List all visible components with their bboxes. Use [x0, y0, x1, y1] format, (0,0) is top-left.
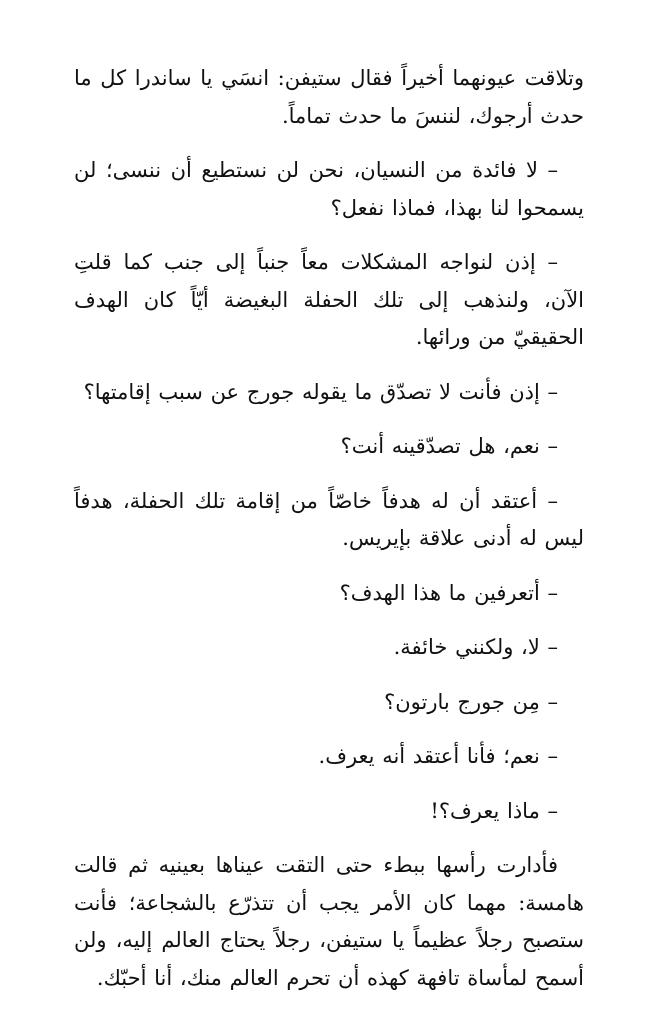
- paragraph-dialogue-6: – أتعرفين ما هذا الهدف؟: [339, 580, 558, 605]
- paragraph-dialogue-3: – إذن فأنت لا تصدّق ما يقوله جورج عن سبب إقامتها؟: [83, 379, 558, 404]
- paragraph-dialogue-2: – إذن لنواجه المشكلات معاً جنباً إلى جنب كما قلتِ الآن، ولنذهب إلى تلك الحفلة البغيضة أيّاً كان الهدف الحقيقيّ من ورائها.: [74, 250, 584, 349]
- paragraph-dialogue-10: – ماذا يعرف؟!: [430, 798, 558, 823]
- paragraph-dialogue-9: – نعم؛ فأنا أعتقد أنه يعرف.: [318, 744, 558, 768]
- paragraph-dialogue-7: – لا، ولكنني خائفة.: [393, 635, 558, 659]
- paragraph-dialogue-5: – أعتقد أن له هدفاً خاصّاً من إقامة تلك الحفلة، هدفاً ليس له أدنى علاقة بإيريس.: [74, 488, 584, 550]
- paragraph-dialogue-1: – لا فائدة من النسيان، نحن لن نستطيع أن ننسى؛ لن يسمحوا لنا بهذا، فماذا نفعل؟: [74, 158, 584, 220]
- paragraph-narration-1: وتلاقت عيونهما أخيراً فقال ستيفن: انسَي يا ساندرا كل ما حدث أرجوك، لننسَ ما حدث تماماً.: [74, 66, 584, 128]
- book-page: [74, 60, 584, 1014]
- paragraph-narration-2: فأدارت رأسها ببطء حتى التقت عيناها بعينيه ثم قالت هامسة: مهما كان الأمر يجب أن تتذرّع بالشجاعة؛ فأنت ستصبح رجلاً عظيماً يا ستيفن، رجلاً يحتاج العالم إليه، ولن أسمح لمأساة تافهة كهذه أن تحرم العالم منك، أنا أحبّك.: [74, 853, 584, 990]
- paragraph-dialogue-8: – مِن جورج بارتون؟: [384, 689, 558, 714]
- paragraph-dialogue-4: – نعم، هل تصدّقينه أنت؟: [340, 434, 558, 458]
